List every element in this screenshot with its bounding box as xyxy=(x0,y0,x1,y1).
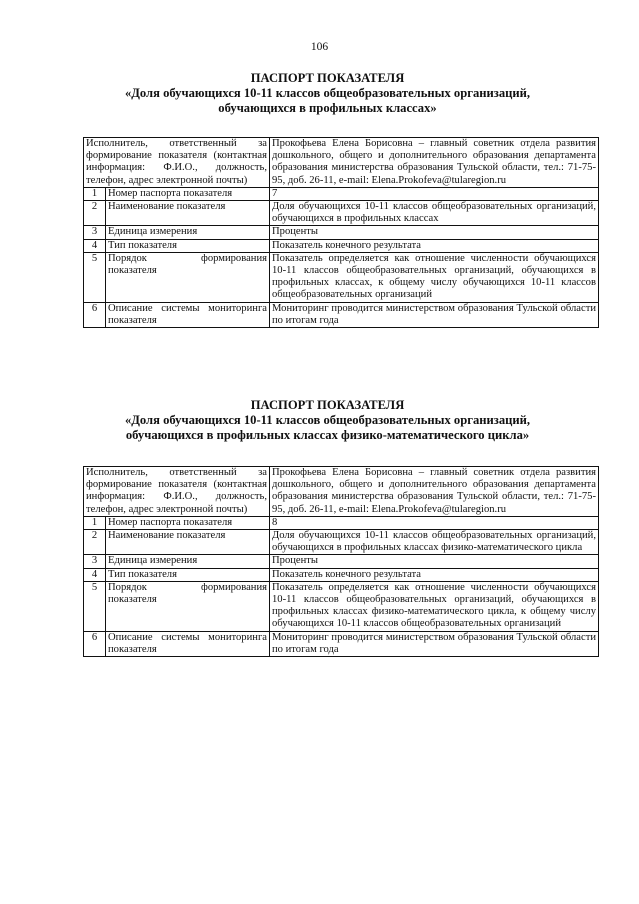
table-row xyxy=(84,581,599,631)
row-number: 4 xyxy=(84,239,106,252)
row-number: 3 xyxy=(84,226,106,239)
row-label: Порядок формирования показателя xyxy=(106,581,270,631)
row-number: 6 xyxy=(84,631,106,656)
row-label: Номер паспорта показателя xyxy=(106,516,270,529)
table-row xyxy=(84,226,599,239)
responsible-label: Исполнитель, ответственный за формирование показателя (контактная информация: Ф.И.О., должность, телефон, адрес электронной почты) xyxy=(84,467,270,517)
table-row xyxy=(84,239,599,252)
row-label: Единица измерения xyxy=(106,226,270,239)
row-label: Тип показателя xyxy=(106,568,270,581)
row-label: Номер паспорта показателя xyxy=(106,187,270,200)
passport-table xyxy=(83,137,599,328)
row-number: 6 xyxy=(84,302,106,327)
row-value: Показатель конечного результата xyxy=(270,568,599,581)
table-row xyxy=(84,187,599,200)
passport-title-line: обучающихся в профильных классах» xyxy=(218,101,437,115)
row-value: Мониторинг проводится министерством образования Тульской области по итогам года xyxy=(270,631,599,656)
passport-title-line: «Доля обучающихся 10-11 классов общеобразовательных организаций, xyxy=(124,413,531,427)
table-row xyxy=(84,201,599,226)
table-row xyxy=(84,568,599,581)
row-value: Показатель конечного результата xyxy=(270,239,599,252)
passport-table xyxy=(83,466,599,657)
row-value: 7 xyxy=(270,187,599,200)
responsible-value: Прокофьева Елена Борисовна – главный советник отдела развития дошкольного, общего и дополнительного образования департамента образования министерства образования Тульской области, тел.: 71-75-95, доб. 26-11, e-mail: Elena.Prokofeva@tularegion.ru xyxy=(270,467,599,517)
passport-title-line: ПАСПОРТ ПОКАЗАТЕЛЯ xyxy=(250,71,405,85)
responsible-value: Прокофьева Елена Борисовна – главный советник отдела развития дошкольного, общего и дополнительного образования департамента образования министерства образования Тульской области, тел.: 71-75-95, доб. 26-11, e-mail: Elena.Prokofeva@tularegion.ru xyxy=(270,138,599,188)
row-label: Описание системы мониторинга показателя xyxy=(106,631,270,656)
row-number: 5 xyxy=(84,252,106,302)
row-number: 3 xyxy=(84,555,106,568)
row-number: 4 xyxy=(84,568,106,581)
table-row xyxy=(84,631,599,656)
row-number: 1 xyxy=(84,516,106,529)
row-value: 8 xyxy=(270,516,599,529)
row-label: Единица измерения xyxy=(106,555,270,568)
table-row xyxy=(84,467,599,517)
table-row xyxy=(84,138,599,188)
row-value: Проценты xyxy=(270,226,599,239)
row-value: Доля обучающихся 10-11 классов общеобразовательных организаций, обучающихся в профильных классах физико-математического цикла xyxy=(270,530,599,555)
row-value: Мониторинг проводится министерством образования Тульской области по итогам года xyxy=(270,302,599,327)
row-label: Тип показателя xyxy=(106,239,270,252)
row-number: 2 xyxy=(84,201,106,226)
passport-title-line: ПАСПОРТ ПОКАЗАТЕЛЯ xyxy=(250,398,405,412)
table-row xyxy=(84,530,599,555)
row-number: 5 xyxy=(84,581,106,631)
row-label: Наименование показателя xyxy=(106,201,270,226)
table-row xyxy=(84,252,599,302)
row-number: 2 xyxy=(84,530,106,555)
table-row xyxy=(84,555,599,568)
page-number: 106 xyxy=(310,41,329,53)
row-label: Описание системы мониторинга показателя xyxy=(106,302,270,327)
passport-title-line: обучающихся в профильных классах физико-математического цикла» xyxy=(125,428,530,442)
row-value: Показатель определяется как отношение численности обучающихся 10-11 классов общеобразовательных организаций, обучающихся в профильных классах физико-математического цикла, к общему числу обучающихся 10-11 классов общеобразовательных организаций xyxy=(270,581,599,631)
row-label: Порядок формирования показателя xyxy=(106,252,270,302)
table-row xyxy=(84,302,599,327)
table-row xyxy=(84,516,599,529)
row-number: 1 xyxy=(84,187,106,200)
responsible-label: Исполнитель, ответственный за формирование показателя (контактная информация: Ф.И.О., должность, телефон, адрес электронной почты) xyxy=(84,138,270,188)
row-label: Наименование показателя xyxy=(106,530,270,555)
row-value: Показатель определяется как отношение численности обучающихся 10-11 классов общеобразовательных организаций, обучающихся в профильных классах, к общему числу обучающихся 10-11 классов общеобразовательных организаций xyxy=(270,252,599,302)
row-value: Доля обучающихся 10-11 классов общеобразовательных организаций, обучающихся в профильных классах xyxy=(270,201,599,226)
passport-title-line: «Доля обучающихся 10-11 классов общеобразовательных организаций, xyxy=(124,86,531,100)
row-value: Проценты xyxy=(270,555,599,568)
passport-title xyxy=(60,398,595,443)
passport-title xyxy=(60,71,595,116)
